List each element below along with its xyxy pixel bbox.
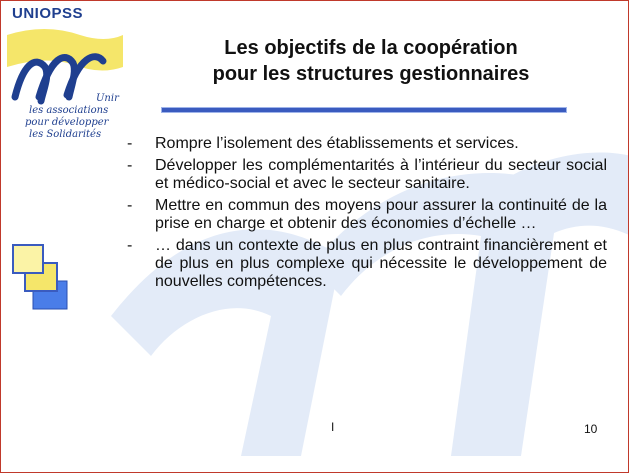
title-line-2: pour les structures gestionnaires [212,63,530,85]
bullet-item [125,237,607,291]
bullet-marker: - [127,157,133,174]
bullet-text: Mettre en commun des moyens pour assurer la continuité de la prise en charge et obtenir des économies d’échelle … [155,197,607,232]
tagline-line: les Solidarités [29,129,102,140]
bullet-marker: - [127,135,133,152]
page-number: 10 [584,422,598,436]
tagline-line: Unir [96,93,119,104]
decorative-squares-icon [11,243,71,313]
bullet-marker: - [127,237,133,254]
tagline-line: les associations [29,105,109,116]
bullet-text: Développer les complémentarités à l’intérieur du secteur social et médico-social et avec le secteur sanitaire. [155,157,607,192]
bullet-item [125,157,607,193]
title-line-1: Les objectifs de la coopération [224,37,518,59]
title-underline-bar [161,107,567,113]
bullet-item [125,135,607,153]
logo-wordmark: UNIOPSS [12,5,84,22]
bullet-marker: - [127,197,133,214]
logo-tagline [21,93,119,141]
slide-title [151,35,591,87]
bullet-list [125,135,607,295]
bullet-item [125,197,607,233]
bullet-text: Rompre l’isolement des établissements et services. [155,135,519,152]
tagline-line: pour développer [25,117,109,128]
bullet-text: … dans un contexte de plus en plus contraint financièrement et de plus en plus complexe qui nécessite le développement de nouvelles compétences. [155,237,607,290]
footer-mark: I [331,420,335,434]
